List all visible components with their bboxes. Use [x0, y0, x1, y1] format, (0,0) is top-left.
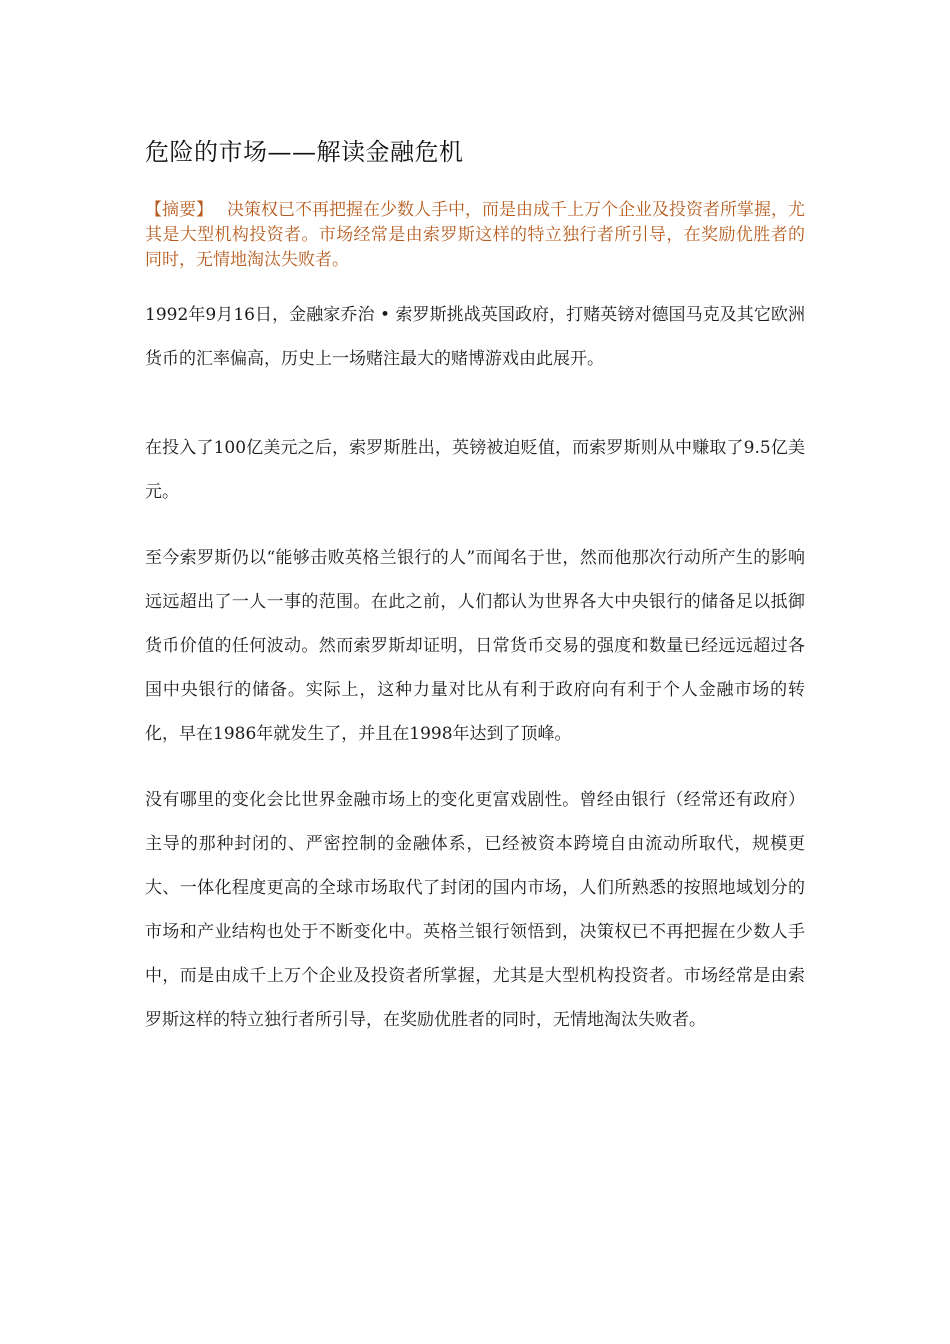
paragraph-1: 1992年9月16日，金融家乔治 • 索罗斯挑战英国政府，打赌英镑对德国马克及其它欧洲货币的汇率偏高，历史上一场赌注最大的赌博游戏由此展开。 — [145, 305, 805, 369]
abstract-label: 【摘要】 — [145, 200, 213, 220]
document-title: 危险的市场——解读金融危机 — [145, 138, 464, 166]
paragraph-4: 没有哪里的变化会比世界金融市场上的变化更富戏剧性。曾经由银行（经常还有政府）主导的那种封闭的、严密控制的金融体系，已经被资本跨境自由流动所取代，规模更大、一体化程度更高的全球市场取代了封闭的国内市场，人们所熟悉的按照地域划分的市场和产业结构也处于不断变化中。英格兰银行领悟到，决策权已不再把握在少数人手中，而是由成千上万个企业及投资者所掌握，尤其是大型机构投资者。市场经常是由索罗斯这样的特立独行者所引导，在奖励优胜者的同时，无情地淘汰失败者。 — [145, 790, 805, 1030]
paragraph-3: 至今索罗斯仍以“能够击败英格兰银行的人”而闻名于世，然而他那次行动所产生的影响远远超出了一人一事的范围。在此之前，人们都认为世界各大中央银行的储备足以抵御货币价值的任何波动。然而索罗斯却证明，日常货币交易的强度和数量已经远远超过各国中央银行的储备。实际上，这种力量对比从有利于政府向有利于个人金融市场的转化，早在1986年就发生了，并且在1998年达到了顶峰。 — [145, 548, 805, 744]
abstract — [145, 198, 805, 273]
abstract-text: 决策权已不再把握在少数人手中，而是由成千上万个企业及投资者所掌握，尤其是大型机构投资者。市场经常是由索罗斯这样的特立独行者所引导，在奖励优胜者的同时，无情地淘汰失败者。 — [145, 200, 805, 270]
paragraph-2: 在投入了100亿美元之后，索罗斯胜出，英镑被迫贬值，而索罗斯则从中赚取了9.5亿美元。 — [145, 438, 805, 502]
document-body — [145, 134, 805, 1042]
